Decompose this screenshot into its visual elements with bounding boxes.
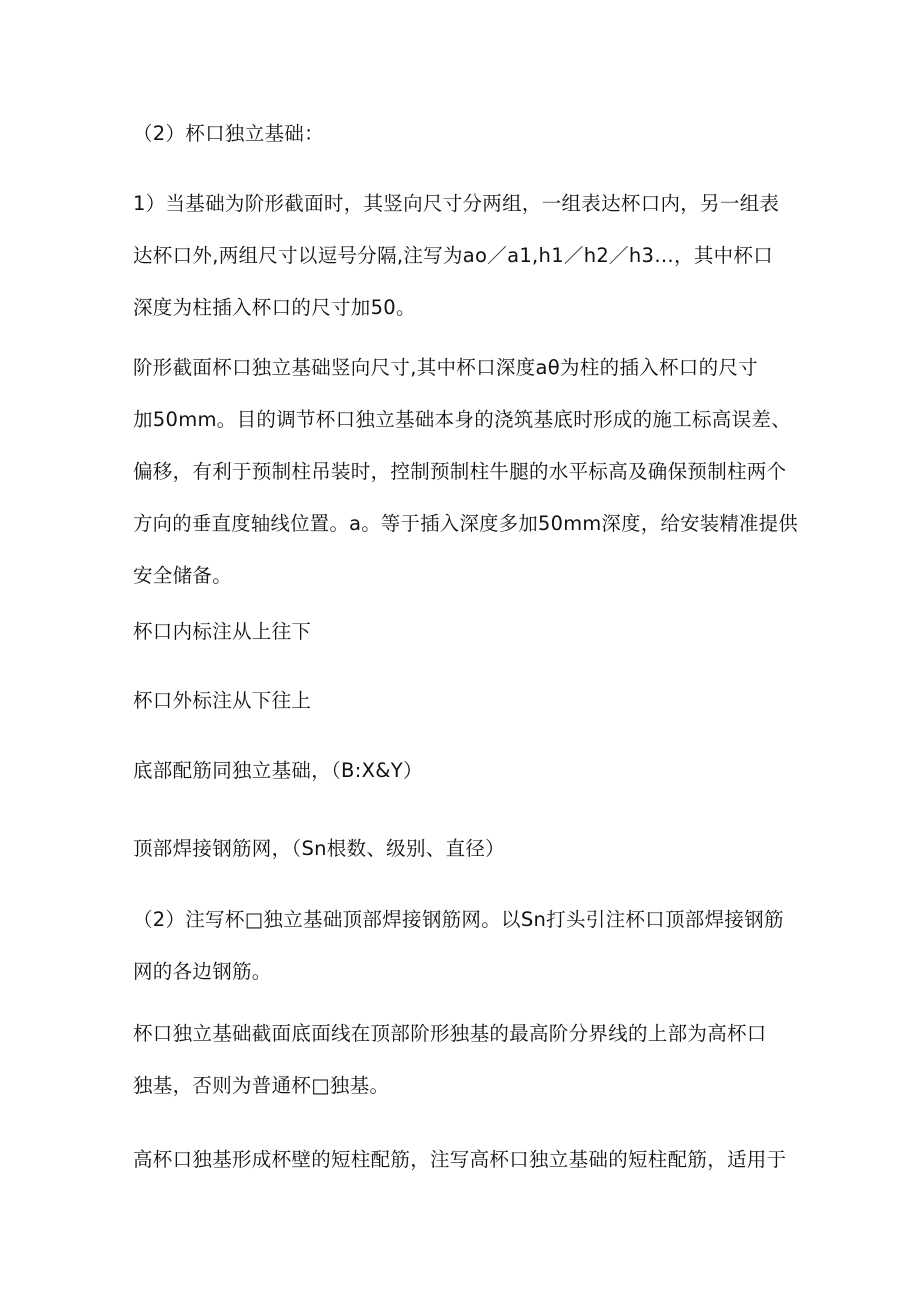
text-line: 网的各边钢筋。 (133, 960, 272, 983)
text-line: 达杯口外,两组尺寸以逗号分隔,注写为ao／a1,h1／h2／h3…，其中杯口 (133, 244, 774, 267)
section-heading (133, 108, 798, 160)
paragraph-outer-annotation (133, 675, 798, 727)
paragraph-short-column (133, 1134, 798, 1186)
text-line: 顶部焊接钢筋网，（Sn根数、级别、直径） (133, 837, 505, 860)
text-line: 杯口内标注从上往下 (133, 620, 312, 643)
text-line: 1）当基础为阶形截面时，其竖向尺寸分两组，一组表达杯口内，另一组表 (133, 192, 780, 215)
text-line: 高杯口独基形成杯壁的短柱配筋，注写高杯口独立基础的短柱配筋，适用于 (133, 1148, 787, 1171)
text-line: 深度为柱插入杯口的尺寸加50。 (133, 296, 416, 319)
text-line: （2）杯口独立基础： (133, 122, 324, 145)
text-line: 加50mm。目的调节杯口独立基础本身的浇筑基底时形成的施工标高误差、 (133, 408, 792, 431)
paragraph-cup-depth (133, 342, 798, 602)
text-line: 杯口外标注从下往上 (133, 689, 312, 712)
text-line: 阶形截面杯口独立基础竖向尺寸,其中杯口深度aθ为柱的插入杯口的尺寸 (133, 356, 758, 379)
paragraph-inner-annotation (133, 606, 798, 658)
paragraph-bottom-reinforcement (133, 745, 798, 797)
paragraph-high-cup-definition (133, 1008, 798, 1112)
paragraph-vertical-dimensions (133, 178, 798, 334)
paragraph-top-mesh-annotation (133, 894, 798, 998)
text-line: 安全储备。 (133, 564, 233, 587)
text-line: 方向的垂直度轴线位置。a。等于插入深度多加50mm深度，给安装精准提供 (133, 512, 798, 535)
paragraph-top-mesh (133, 823, 798, 875)
text-line: 杯口独立基础截面底面线在顶部阶形独基的最高阶分界线的上部为高杯口 (133, 1022, 767, 1045)
text-line: （2）注写杯□独立基础顶部焊接钢筋网。以Sn打头引注杯口顶部焊接钢筋 (133, 908, 784, 931)
text-line: 偏移，有利于预制柱吊装时，控制预制柱牛腿的水平标高及确保预制柱两个 (133, 460, 787, 483)
text-line: 独基，否则为普通杯□独基。 (133, 1074, 390, 1097)
text-line: 底部配筋同独立基础，（B:X&Y） (133, 759, 423, 782)
